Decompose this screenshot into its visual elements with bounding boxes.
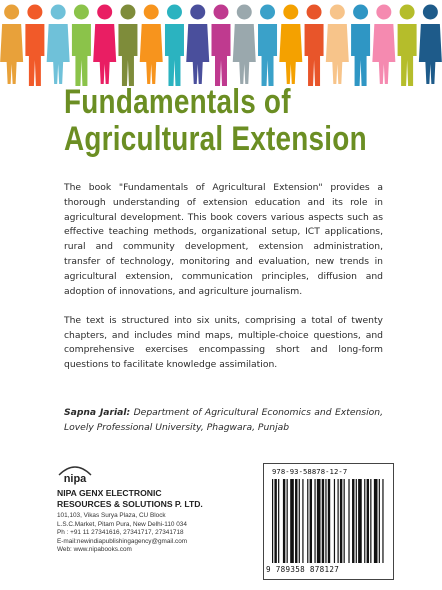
- barcode-bar: [364, 479, 365, 563]
- person-silhouette: [326, 5, 349, 85]
- person-silhouette: [351, 5, 370, 87]
- description-paragraph-2: The text is structured into six units, comprising a total of twenty chapters, and includes mind maps, multiple-choice questions, and comprehensive exercises encompassing short and long-form questions to facilitate knowledge assimilation.: [64, 314, 383, 371]
- nipa-logo: [57, 461, 93, 485]
- person-silhouette: [258, 5, 277, 87]
- publisher-phone: Ph : +91 11 27341616, 27341717, 27341718: [57, 529, 184, 537]
- author-name: Sapna Jarial:: [64, 407, 131, 418]
- barcode-bar: [382, 479, 383, 563]
- description: [64, 181, 383, 388]
- person-silhouette: [72, 5, 91, 87]
- book-title: [64, 83, 367, 158]
- person-silhouette: [47, 5, 70, 85]
- publisher-name: [57, 488, 207, 510]
- barcode-bar: [367, 479, 369, 563]
- title-line-2: Agricultural Extension: [64, 120, 367, 158]
- barcode-bar: [283, 479, 285, 563]
- person-silhouette: [165, 5, 184, 87]
- publisher-name-line-1: NIPA GENX ELECTRONIC: [57, 488, 162, 498]
- person-silhouette: [140, 5, 163, 85]
- barcode-bar: [340, 479, 342, 563]
- barcode-bar: [272, 479, 273, 563]
- barcode-bar: [334, 479, 335, 563]
- publisher-name-line-2: RESOURCES & SOLUTIONS P. LTD.: [57, 499, 203, 509]
- barcode-bar: [325, 479, 326, 563]
- person-silhouette: [372, 5, 395, 85]
- person-silhouette: [212, 5, 231, 87]
- person-silhouette: [279, 5, 302, 85]
- description-paragraph-1: The book "Fundamentals of Agricultural Extension" provides a thorough understanding of extension education and its role in agricultural development. This book covers various aspects such as effective teaching methods, organizational setup, ICT applications, rural and community development, extension administration, transfer of technology, monitoring and evaluation, new trends in agricultural extension, communication principles, diffusion and adoption of innovations, and agriculture journalism.: [64, 182, 383, 297]
- barcode-bar: [310, 479, 312, 563]
- person-silhouette: [419, 5, 442, 85]
- publisher-address-2: L.S.C.Market, Pitam Pura, New Delhi-110 034: [57, 520, 187, 528]
- title-line-1: Fundamentals of: [64, 83, 291, 121]
- barcode-bar: [370, 479, 371, 563]
- nipa-logo-text: nipa: [63, 473, 87, 485]
- barcode-digits: 9 789358 878127: [266, 565, 340, 574]
- barcode-bar: [379, 479, 380, 563]
- isbn-label: 978-93-58878-12-7: [272, 467, 348, 476]
- barcode-bar: [295, 479, 297, 563]
- people-silhouettes-banner: [0, 0, 442, 90]
- barcode-bar: [374, 479, 378, 563]
- person-silhouette: [398, 5, 417, 87]
- person-silhouette: [118, 5, 137, 87]
- barcode-bar: [344, 479, 345, 563]
- barcode-bar: [278, 479, 279, 563]
- barcode-bar: [307, 479, 308, 563]
- barcode-bar: [317, 479, 321, 563]
- barcode-bar: [274, 479, 276, 563]
- barcode-bar: [290, 479, 294, 563]
- author-affiliation: Department of Agricultural Economics and Extension, Lovely Professional University, Phagwara, Punjab: [64, 407, 384, 433]
- barcode-bar: [287, 479, 288, 563]
- barcode-bar: [322, 479, 324, 563]
- publisher-contact: [57, 512, 227, 555]
- barcode-bar: [314, 479, 315, 563]
- barcode-bar: [302, 479, 303, 563]
- person-silhouette: [93, 5, 116, 85]
- author-info: [64, 406, 383, 436]
- publisher-web: Web: www.nipabooks.com: [57, 546, 132, 554]
- barcode-bar: [358, 479, 362, 563]
- barcode-bar: [328, 479, 330, 563]
- person-silhouette: [305, 5, 324, 87]
- barcode-bar: [352, 479, 354, 563]
- barcode-bars: [272, 479, 386, 563]
- person-silhouette: [186, 5, 209, 85]
- person-silhouette: [0, 5, 23, 85]
- barcode-bar: [348, 479, 349, 563]
- barcode-bar: [337, 479, 338, 563]
- barcode-bar: [299, 479, 300, 563]
- publisher-email: E-mail:newindiapublishingagency@gmail.com: [57, 537, 188, 545]
- publisher-address-1: 101,103, Vikas Surya Plaza, CU Block: [57, 512, 166, 519]
- barcode-bar: [356, 479, 357, 563]
- person-silhouette: [233, 5, 256, 85]
- person-silhouette: [25, 5, 44, 87]
